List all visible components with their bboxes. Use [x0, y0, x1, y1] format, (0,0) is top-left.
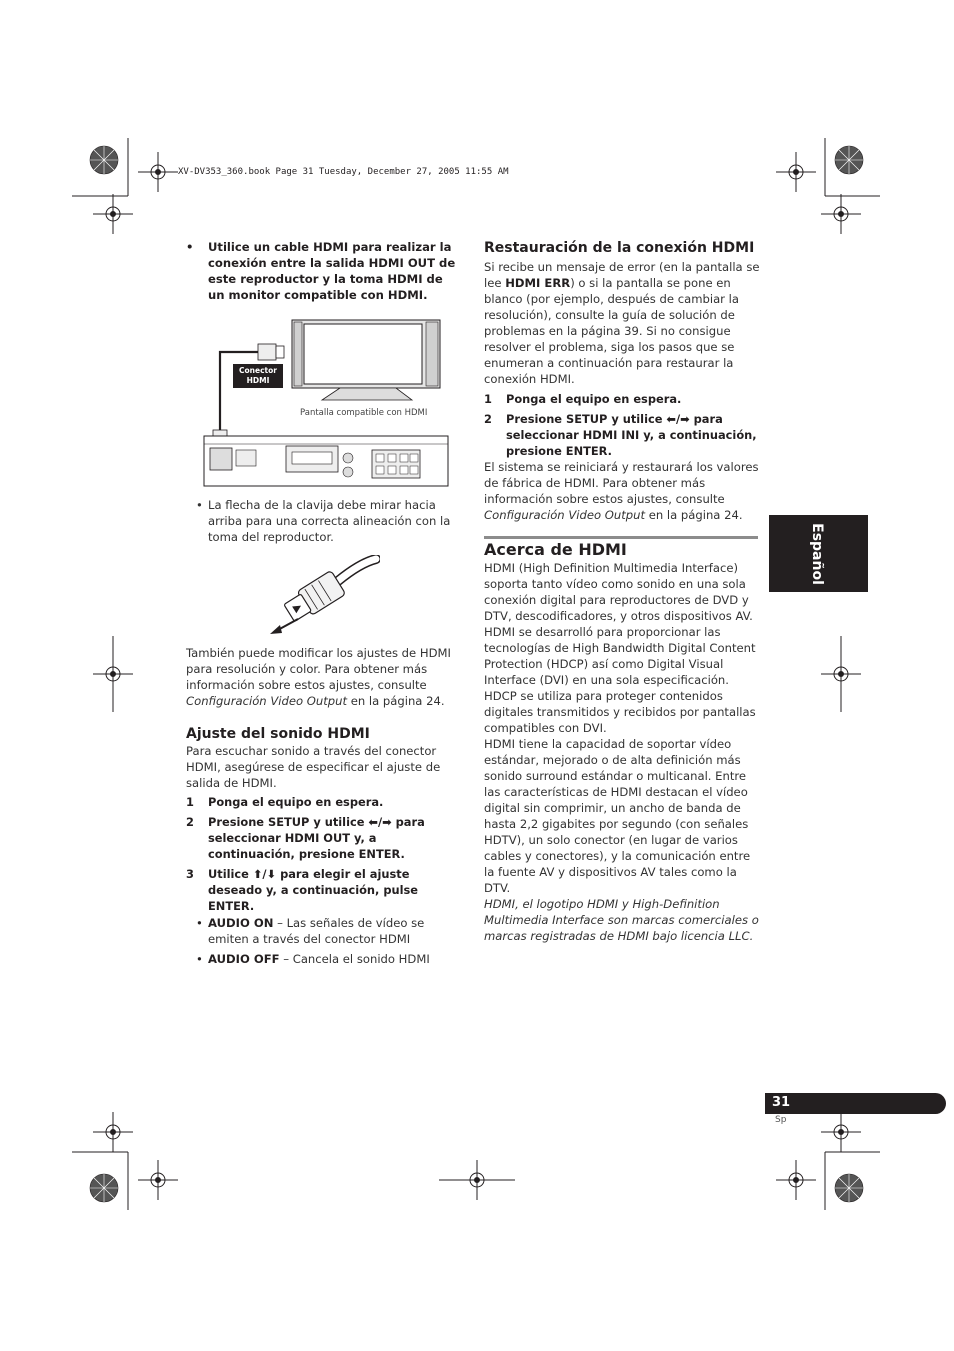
arrow-note: • La flecha de la clavija debe mirar hacia arriba para una correcta alineación con la toma del reproductor. — [196, 498, 451, 544]
step-3: 3 Utilice ⬆/⬇ para elegir el ajuste deseado y, a continuación, pulse ENTER. — [186, 867, 418, 913]
sound-intro: Para escuchar sonido a través del conector HDMI, asegúrese de especificar el ajuste de salida de HDMI. — [186, 744, 441, 790]
section-rule — [484, 536, 758, 539]
page-language-code: Sp — [775, 1115, 787, 1125]
step-1: 1 Ponga el equipo en espera. — [186, 795, 384, 809]
connector-label: Conector HDMI — [239, 366, 277, 385]
print-header: XV-DV353_360.book Page 31 Tuesday, December 27, 2005 11:55 AM — [178, 167, 509, 177]
sound-section — [186, 725, 464, 967]
language-tab: Español — [769, 515, 868, 592]
page-number-bar: 31 — [765, 1093, 946, 1114]
restore-section — [484, 239, 760, 523]
figure-caption: Pantalla compatible con HDMI — [300, 408, 428, 418]
step-2: 2 Presione SETUP y utilice ⬅/➡ para seleccionar HDMI OUT y, a continuación, presione ENTER. — [186, 815, 425, 861]
option-audio-on: • AUDIO ON – Las señales de vídeo se emiten a través del conector HDMI — [196, 916, 425, 946]
option-audio-off: • AUDIO OFF – Cancela el sonido HDMI — [196, 952, 430, 966]
tv-screen — [304, 324, 422, 384]
restore-intro: Si recibe un mensaje de error (en la pantalla se lee HDMI ERR) o si la pantalla se pone en blanco (por ejemplo, después de cambiar la resolución), consulte la guía de solución de problemas en la página 39. Si no consigue resolver el problema, siga los pasos que se enumeran a continuación para restaurar la conexión HDMI. — [484, 260, 760, 386]
intro-bullet: • Utilice un cable HDMI para realizar la conexión entre la salida HDMI OUT de este reproductor y la toma HDMI de un monitor compatible con HDMI. — [186, 240, 456, 302]
about-section — [484, 540, 760, 944]
left-column — [186, 239, 462, 303]
restore-step-2: 2 Presione SETUP y utilice ⬅/➡ para seleccionar HDMI INI y, a continuación, presione ENTER. — [484, 412, 757, 458]
hdmi-settings-note: También puede modificar los ajustes de HDMI para resolución y color. Para obtener más información sobre estos ajustes, consulte Configuración Video Output en la página 24. — [186, 646, 451, 708]
section-heading: Acerca de HDMI — [484, 540, 627, 559]
restore-result: El sistema se reiniciará y restaurará los valores de fábrica de HDMI. Para obtener más información sobre estos ajustes, consulte Configuración Video Output en la página 24. — [484, 460, 759, 522]
hdmi-plug-illustration — [268, 555, 380, 637]
section-heading: Ajuste del sonido HDMI — [186, 726, 370, 742]
about-paragraph-1: HDMI (High Definition Multimedia Interface) soporta tanto vídeo como sonido en una sola conexión digital para reproductores de DVD y DTV, descodificadores, y otros dispositivos AV. HDMI se desarrolló para proporcionar las tecnologías de High Bandwidth Digital Content Protection (HDCP) así como Digital Visual Interface (DVI) en una sola especificación. HDCP se utiliza para proteger contenidos digitales transmitidos y recibidos por pantallas compatibles con DVI. — [484, 561, 756, 735]
restore-step-1: 1 Ponga el equipo en espera. — [484, 392, 682, 406]
trademark-note: HDMI, el logotipo HDMI y High-Definition Multimedia Interface son marcas comerciales o marcas registradas de HDMI bajo licencia LLC. — [484, 897, 759, 943]
section-heading: Restauración de la conexión HDMI — [484, 240, 755, 256]
hdmi-connection-diagram — [200, 316, 450, 492]
about-paragraph-2: HDMI tiene la capacidad de soportar vídeo estándar, mejorado o de alta definición más sonido surround estándar o multicanal. Entre las características de HDMI destacan el vídeo digital sin comprimir, un ancho de banda de hasta 2,2 gigabites por segundo (con señales HDTV), un solo conector (en lugar de varios cables y conectores), y la comunicación entre la fuente AV y dispositivos AV tales como la DTV. — [484, 737, 751, 895]
